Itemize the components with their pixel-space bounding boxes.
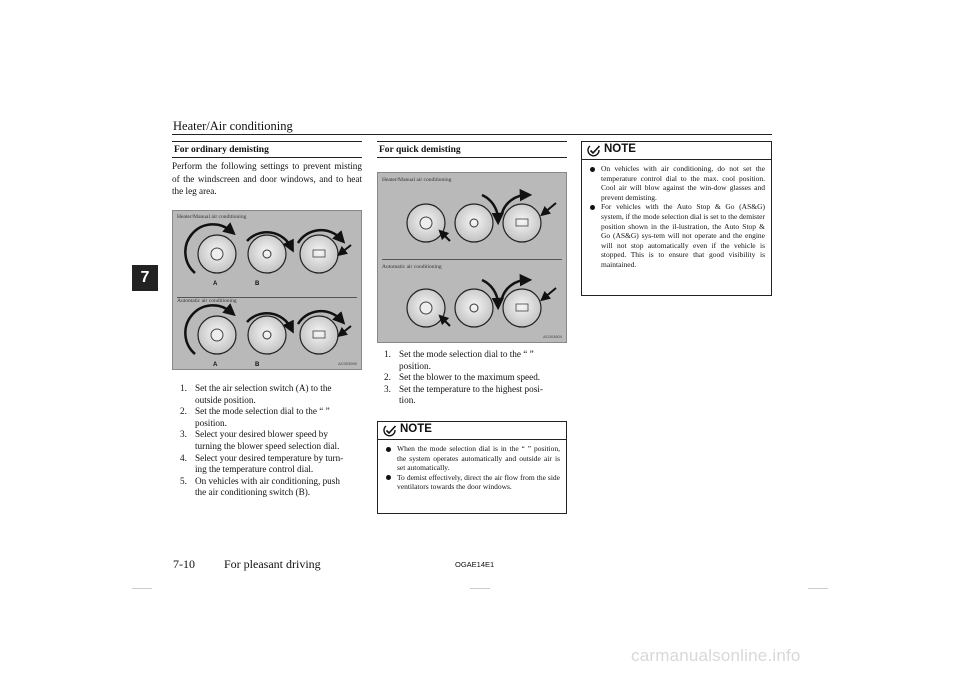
list-item: 3. Set the temperature to the highest posi- tion. — [384, 383, 543, 406]
label-a: A — [213, 281, 218, 287]
page-number: 7-10 — [173, 557, 195, 571]
note-header — [582, 142, 771, 160]
note-check-icon — [587, 144, 601, 157]
label-a-auto: A — [213, 362, 218, 368]
list-item: When the mode selection dial is in the “ ” position, the system operates automatically and outside air is set automatically. — [378, 444, 560, 473]
section-name: For pleasant driving — [224, 557, 321, 571]
note-box-column-3 — [581, 141, 772, 296]
note-check-icon — [383, 424, 397, 437]
watermark: carmanualsonline.info — [631, 646, 801, 665]
chapter-tab: 7 — [132, 265, 158, 291]
list-item: 1. Set the mode selection dial to the “ ” position. — [384, 349, 534, 371]
steps-ordinary-demisting — [180, 383, 365, 499]
figure-code: AC003590 — [338, 361, 357, 366]
list-item: 5. On vehicles with air conditioning, push the air conditioning switch (B). — [180, 475, 340, 498]
label-b-auto: B — [255, 362, 260, 368]
list-item: To demist effectively, direct the air flow from the side ventilators towards the door windows. — [378, 473, 560, 492]
control-dials-drawing — [378, 173, 566, 342]
intro-paragraph: Perform the following settings to prevent misting of the windscreen and door windows, and to heat the leg area. — [172, 161, 362, 196]
figure-label-manual: Heater/Manual air conditioning — [382, 177, 452, 183]
control-dials-drawing — [173, 211, 361, 369]
figure-label-auto: Automatic air conditioning — [382, 264, 442, 270]
note-box-quick-demisting — [377, 421, 567, 514]
list-item: 3. Select your desired blower speed by turning the blower speed selection dial. — [180, 429, 340, 451]
crop-mark — [132, 588, 152, 589]
crop-mark — [808, 588, 828, 589]
header-rule — [172, 134, 772, 135]
list-item: 2. Set the blower to the maximum speed. — [384, 372, 541, 383]
illustration-ordinary-demisting — [172, 210, 362, 370]
figure-label-manual: Heater/Manual air conditioning — [177, 214, 247, 220]
illustration-quick-demisting — [377, 172, 567, 343]
label-b: B — [255, 281, 260, 287]
list-item: 2. Set the mode selection dial to the “ ” position. — [180, 406, 330, 428]
bullet-icon — [590, 167, 595, 172]
list-item: For vehicles with the Auto Stop & Go (AS&G) system, if the mode selection dial is set to the demister position shown in the il-lustration, the Auto Stop & Go (AS&G) sys-tem will not operate and the engine will not stop automatically even if the vehicle is stopped. This is to ensure that good visibility is maintained. — [582, 202, 765, 269]
steps-quick-demisting — [384, 349, 569, 407]
note-list — [582, 160, 771, 274]
column-quick-demisting — [377, 141, 567, 158]
list-item: On vehicles with air conditioning, do not set the temperature control dial to the max. cool position. Cool air will blow against the win-dow glasses and prevent demisting. — [582, 164, 765, 202]
bullet-icon — [590, 205, 595, 210]
list-item: 4. Select your desired temperature by turn- ing the temperature control dial. — [180, 452, 344, 475]
note-header — [378, 422, 566, 440]
note-title: NOTE — [400, 423, 432, 435]
bullet-icon — [386, 447, 391, 452]
bullet-icon — [386, 475, 391, 480]
document-code: OGAE14E1 — [455, 560, 495, 569]
note-title: NOTE — [604, 143, 636, 155]
figure-code: AC003604 — [543, 334, 562, 339]
list-item: 1. Set the air selection switch (A) to the outside position. — [180, 383, 332, 405]
crop-mark — [470, 588, 490, 589]
page-header-title: Heater/Air conditioning — [173, 119, 293, 133]
figure-label-auto: Automatic air conditioning — [177, 298, 237, 304]
column-ordinary-demisting — [172, 141, 362, 198]
section-heading: For quick demisting — [377, 141, 567, 158]
note-list — [378, 440, 566, 496]
section-heading: For ordinary demisting — [172, 141, 362, 158]
